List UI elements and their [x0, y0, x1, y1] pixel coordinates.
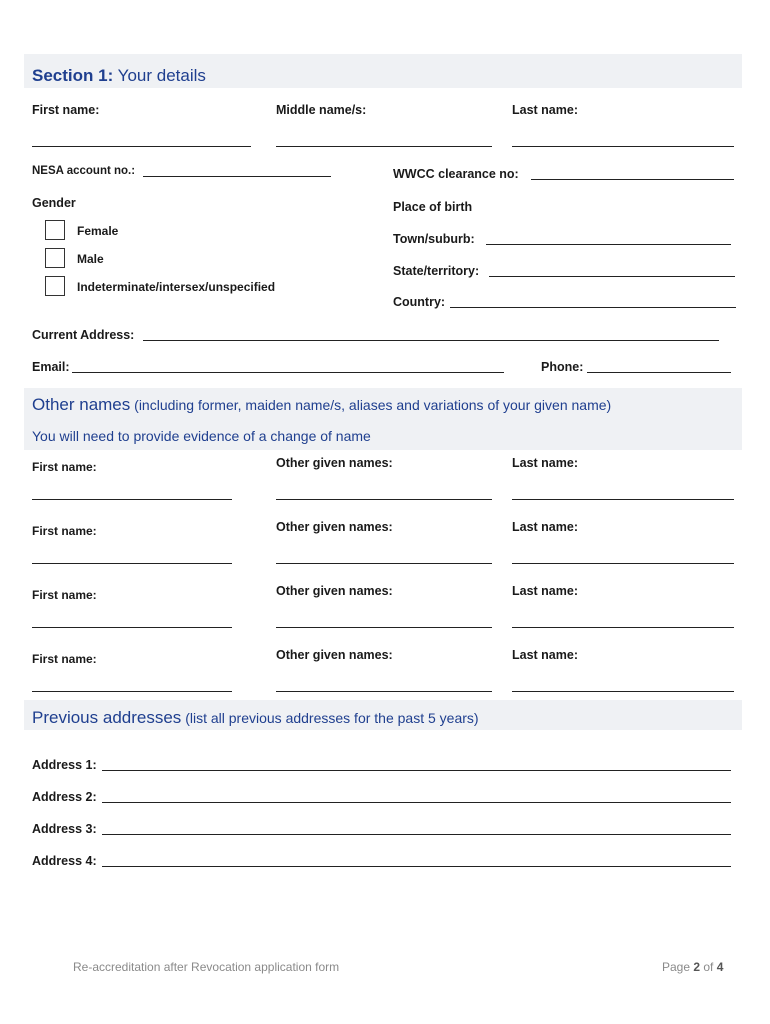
nesa-account-field[interactable] [143, 176, 331, 177]
other-last-name-field[interactable] [512, 691, 734, 692]
other-given-names-field[interactable] [276, 627, 492, 628]
gender-label: Gender [32, 196, 76, 210]
address-3-field[interactable] [102, 834, 731, 835]
nesa-account-label: NESA account no.: [32, 165, 136, 177]
gender-male-label: Male [77, 252, 104, 266]
other-first-name-field[interactable] [32, 499, 232, 500]
state-field[interactable] [489, 276, 735, 277]
other-last-name-field[interactable] [512, 627, 734, 628]
address-4-label: Address 4: [32, 854, 97, 868]
other-names-title: Other names (including former, maiden name/s, aliases and variations of your given name) [32, 395, 612, 414]
other-first-name-field[interactable] [32, 627, 232, 628]
other-given-names-label: Other given names: [276, 520, 393, 534]
other-last-name-label: Last name: [512, 648, 578, 662]
last-name-field[interactable] [512, 146, 734, 147]
gender-indeterminate-checkbox[interactable] [45, 276, 65, 296]
other-last-name-label: Last name: [512, 584, 578, 598]
other-last-name-label: Last name: [512, 520, 578, 534]
other-last-name-field[interactable] [512, 563, 734, 564]
phone-field[interactable] [587, 372, 731, 373]
other-first-name-label: First name: [32, 652, 97, 666]
email-label: Email: [32, 360, 70, 374]
email-field[interactable] [72, 372, 504, 373]
current-address-label: Current Address: [32, 328, 135, 342]
gender-female-checkbox[interactable] [45, 220, 65, 240]
current-address-field[interactable] [143, 340, 719, 341]
wwcc-field[interactable] [531, 179, 734, 180]
address-3-label: Address 3: [32, 822, 97, 836]
last-name-label: Last name: [512, 103, 578, 117]
country-field[interactable] [450, 307, 736, 308]
gender-indeterminate-label: Indeterminate/intersex/unspecified [77, 280, 276, 294]
section1-title: Section 1: Your details [32, 66, 206, 85]
place-of-birth-label: Place of birth [393, 200, 473, 214]
gender-female-label: Female [77, 224, 119, 238]
other-first-name-label: First name: [32, 460, 97, 474]
gender-male-checkbox[interactable] [45, 248, 65, 268]
footer-page-number: Page 2 of 4 [662, 960, 724, 974]
other-last-name-field[interactable] [512, 499, 734, 500]
first-name-field[interactable] [32, 146, 251, 147]
other-given-names-field[interactable] [276, 691, 492, 692]
state-label: State/territory: [393, 264, 480, 278]
address-1-field[interactable] [102, 770, 731, 771]
other-first-name-label: First name: [32, 524, 97, 538]
other-given-names-field[interactable] [276, 563, 492, 564]
wwcc-label: WWCC clearance no: [393, 167, 519, 181]
other-names-note: You will need to provide evidence of a change of name [32, 428, 371, 444]
other-last-name-label: Last name: [512, 456, 578, 470]
address-2-field[interactable] [102, 802, 731, 803]
town-field[interactable] [486, 244, 731, 245]
address-4-field[interactable] [102, 866, 731, 867]
town-label: Town/suburb: [393, 232, 475, 246]
other-first-name-label: First name: [32, 588, 97, 602]
other-given-names-label: Other given names: [276, 456, 393, 470]
other-first-name-field[interactable] [32, 563, 232, 564]
address-2-label: Address 2: [32, 790, 97, 804]
other-given-names-label: Other given names: [276, 648, 393, 662]
phone-label: Phone: [541, 360, 584, 374]
other-given-names-label: Other given names: [276, 584, 393, 598]
previous-addresses-title: Previous addresses (list all previous addresses for the past 5 years) [32, 708, 479, 727]
middle-names-label: Middle name/s: [276, 103, 367, 117]
other-given-names-field[interactable] [276, 499, 492, 500]
first-name-label: First name: [32, 103, 100, 117]
address-1-label: Address 1: [32, 758, 97, 772]
footer-form-title: Re-accreditation after Revocation application form [73, 960, 340, 974]
middle-names-field[interactable] [276, 146, 492, 147]
country-label: Country: [393, 295, 446, 309]
other-first-name-field[interactable] [32, 691, 232, 692]
